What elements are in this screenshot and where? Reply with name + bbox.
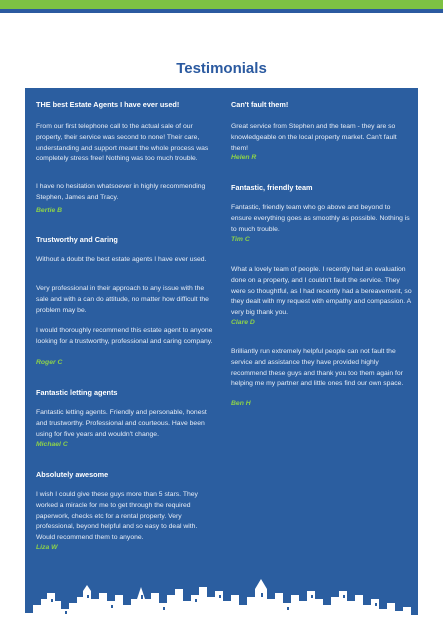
testimonial-heading: Can't fault them! [231,100,289,109]
testimonial-text: Great service from Stephen and the team - they are so knowledgeable on the local property market. Can't fault them! [231,123,397,152]
testimonial-author: Helen R [231,154,257,161]
testimonial-text: I wish I could give these guys more than 5 stars. They worked a miracle for me to get through the required paperwork, checks etc for a rental property. Very professional, beyond helpful and so easy to deal with. Would recommend them to anyone. [36,491,198,542]
page-title: Testimonials [176,60,267,77]
testimonial-heading: Absolutely awesome [36,470,109,479]
testimonial-heading: Trustworthy and Caring [36,235,118,244]
testimonial-text: Very professional in their approach to any issue with the sale and with a can do attitude, no matter how difficult the problem may be. [36,285,209,314]
testimonial-text: What a lovely team of people. I recently had an evaluation done on a property, and I couldn't fault the service. They were so thoughtful, as I had recently had a bereavement, so they dealt with my request with empathy and compassion. A very big thank you. [231,266,412,317]
testimonial-text: Without a doubt the best estate agents I have ever used. [36,256,207,263]
testimonial-author: Clare D [231,319,255,326]
testimonials-panel [25,88,418,625]
testimonial-author: Liza W [36,544,58,551]
testimonial-heading: Fantastic letting agents [36,388,118,397]
testimonial-text: Brilliantly run extremely helpful people can not fault the service and assistance they have provided highly recommend these guys and thank you too them again for helping me my partner and little ones find our own space. [231,348,404,388]
header-stripe [0,0,443,14]
blue-band [0,9,443,13]
testimonial-author: Michael C [36,441,68,448]
testimonial-author: Roger C [36,359,63,366]
testimonial-heading: Fantastic, friendly team [231,183,313,192]
green-band [0,0,443,9]
town-skyline-silhouette [25,565,418,625]
testimonial-author: Bertie B [36,207,63,214]
testimonial-text: Fantastic letting agents. Friendly and personable, honest and trustworthy. Professional and courteous. Have been using for five years and wouldn't change. [36,409,207,438]
testimonial-text: I have no hesitation whatsoever in highly recommending Stephen, James and Tracy. [36,183,206,201]
testimonial-author: Ben H [231,400,251,407]
testimonial-text: Fantastic, friendly team who go above and beyond to ensure everything goes as smoothly as possible. Nothing is to much trouble. [231,204,410,233]
testimonial-text: From our first telephone call to the actual sale of our property, their service was second to none! Their care, understanding and support meant the whole process was completely stress free! Nothing was too much trouble. [36,123,209,163]
testimonial-author: Tim C [231,236,250,243]
testimonial-heading: THE best Estate Agents I have ever used! [36,100,180,109]
testimonial-text: I would thoroughly recommend this estate agent to anyone looking for a trustworthy, professional and caring company. [36,327,213,345]
